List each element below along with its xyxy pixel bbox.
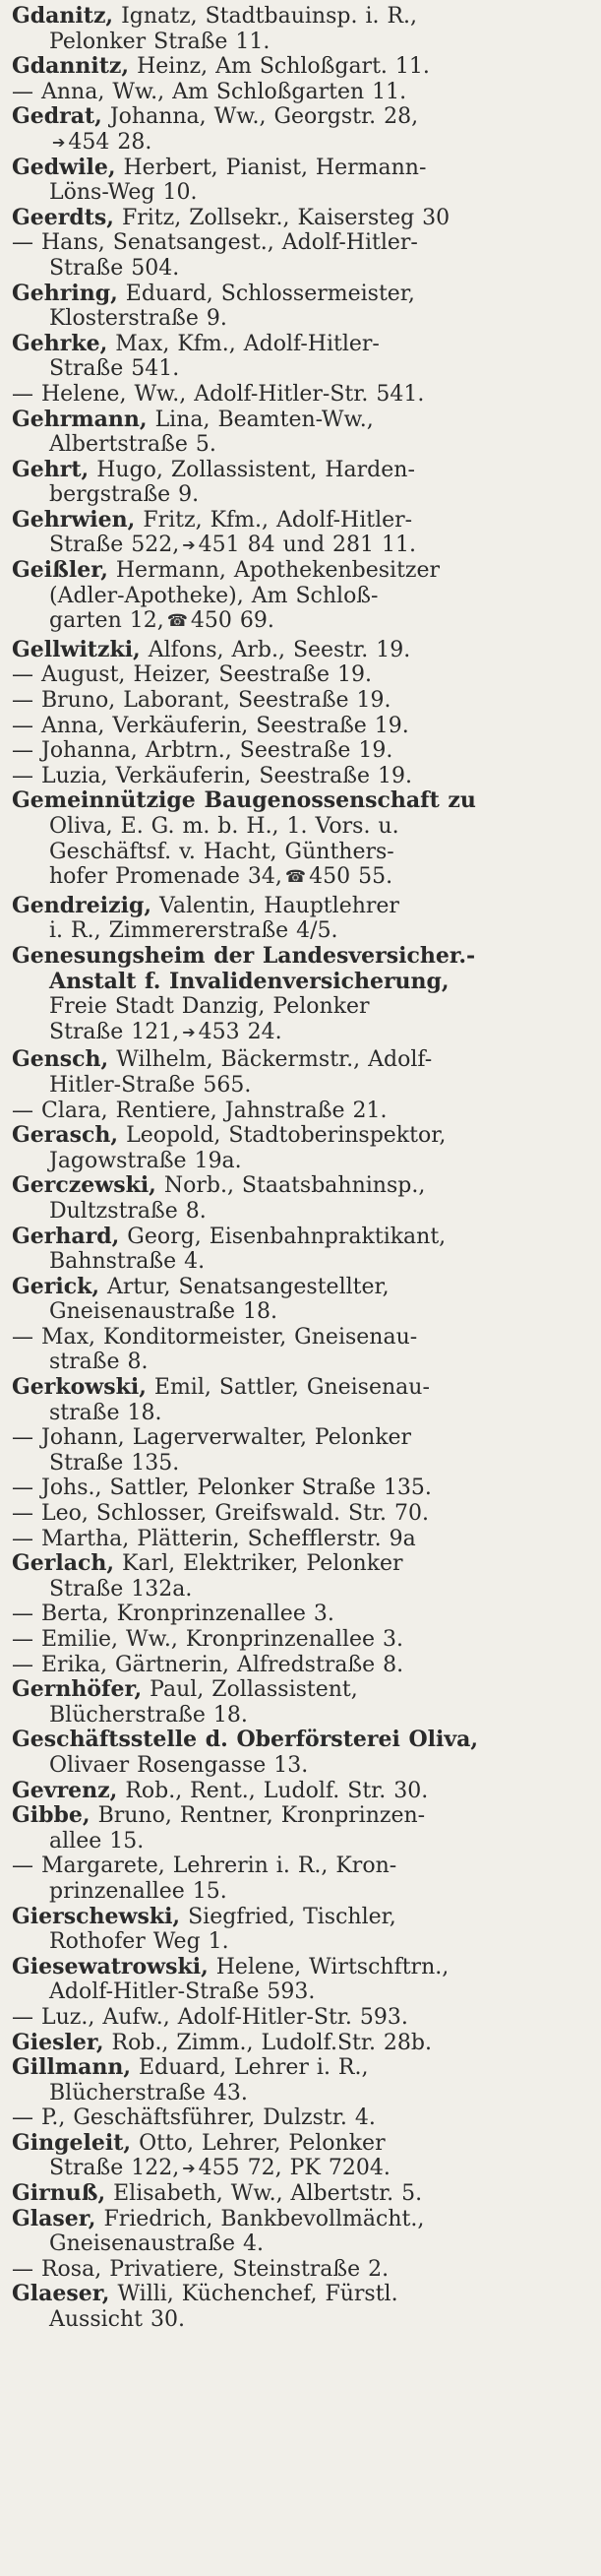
entry-name: Gibbe, <box>12 1802 90 1829</box>
entry-name: Gerlach, <box>12 1550 115 1577</box>
entry-continuation: Blücherstraße 43. <box>49 2080 248 2105</box>
directory-entry <box>12 2207 591 2257</box>
entry-text: Otto, Lehrer, Pelonker <box>139 2130 386 2156</box>
directory-entry <box>12 1627 591 1653</box>
entry-name: Gellwitzki, <box>12 636 141 662</box>
entry-continuation: Pelonker Straße 11. <box>49 29 270 54</box>
entry-name: Geschäftsstelle d. Oberförsterei Oliva, <box>12 1727 479 1753</box>
entry-text: Verkäuferin, Seestraße 19. <box>115 763 412 788</box>
entry-phone-line <box>12 130 591 156</box>
entry-text: Alfons, Arb., Seestr. 19. <box>148 637 411 662</box>
directory-entry <box>12 382 591 408</box>
entry-name: Gehrke, <box>12 330 108 356</box>
directory-entry <box>12 1123 591 1173</box>
directory-entry <box>12 638 591 663</box>
entry-dash-name: — Luz., <box>12 2004 95 2030</box>
entry-text: Hermann, Apothekenbesitzer <box>115 558 441 584</box>
entry-name: Gehring, <box>12 280 118 306</box>
entry-continuation: Straße 541. <box>49 356 180 382</box>
directory-entry <box>12 508 591 558</box>
entry-dash-name: — P., <box>12 2105 66 2131</box>
entry-text: garten 12, <box>49 608 164 634</box>
directory-entry <box>12 1275 591 1325</box>
entry-name: Giesler, <box>12 2029 104 2055</box>
entry-text: Leopold, Stadtoberinspektor, <box>126 1123 447 1149</box>
entry-continuation: Rothofer Weg 1. <box>49 1929 229 1955</box>
directory-entry <box>12 1779 591 1804</box>
entry-dash-name: — Hans, <box>12 230 105 256</box>
entry-text: Arbtrn., Seestraße 19. <box>145 738 393 764</box>
entry-text: Rob., Zimm., Ludolf.Str. 28b. <box>111 2030 433 2055</box>
directory-entry <box>12 688 591 714</box>
directory-entry <box>12 1728 591 1778</box>
entry-phone-line <box>12 1020 591 1045</box>
entry-text: Rentiere, Jahnstraße 21. <box>115 1098 388 1123</box>
directory-entry <box>12 1425 591 1476</box>
directory-entry <box>12 282 591 332</box>
entry-continuation: i. R., Zimmererstraße 4/5. <box>49 918 338 944</box>
entry-name: Glaser, <box>12 2205 96 2231</box>
entry-dash-name: — Rosa, <box>12 2256 102 2282</box>
entry-text: Heizer, Seestraße 19. <box>133 662 372 688</box>
entry-continuation: Bahnstraße 4. <box>49 1249 206 1275</box>
entry-text: Siegfried, Tischler, <box>188 1904 396 1929</box>
directory-entry <box>12 1476 591 1501</box>
entry-dash-name: — Luzia, <box>12 763 108 788</box>
directory-entry <box>12 1905 591 1955</box>
entry-dash-name: — Anna, <box>12 713 105 738</box>
entry-continuation: Gneisenaustraße 4. <box>49 2231 265 2257</box>
entry-name: Gerasch, <box>12 1122 119 1149</box>
fernsprecher-icon: ☎ <box>284 867 307 888</box>
directory-entry <box>12 2005 591 2031</box>
entry-dash-name: — Leo, <box>12 1501 89 1527</box>
entry-text: Straße 121, <box>49 1019 180 1044</box>
entry-text: Privatiere, Steinstraße 2. <box>109 2256 390 2282</box>
entry-text: Elisabeth, Ww., Albertstr. 5. <box>113 2181 423 2207</box>
entry-name: Gendreizig, <box>12 892 152 918</box>
entry-dash-name: — Erika, <box>12 1652 108 1677</box>
directory-entry <box>12 788 591 890</box>
directory-entry <box>12 458 591 508</box>
entry-text: Fritz, Zollsekr., Kaisersteg 30 <box>121 205 451 230</box>
entry-dash-name: — Emilie, <box>12 1627 119 1652</box>
entry-text: Paul, Zollassistent, <box>150 1677 358 1703</box>
telephone-icon: ➔ <box>182 535 196 555</box>
entry-text: Emil, Sattler, Gneisenau- <box>153 1375 430 1401</box>
entry-dash-name: — Helene, <box>12 381 127 407</box>
directory-entry <box>12 2181 591 2207</box>
entry-text: Geschäftsführer, Dulzstr. 4. <box>73 2105 376 2131</box>
entry-continuation: bergstraße 9. <box>49 482 200 508</box>
entry-text: Max, Kfm., Adolf-Hitler- <box>115 331 380 356</box>
entry-continuation: Löns-Weg 10. <box>49 180 198 206</box>
entry-name: Gierschewski, <box>12 1903 181 1929</box>
phone-number: 453 24. <box>198 1019 282 1044</box>
entry-phone-line <box>12 533 591 558</box>
directory-entry <box>12 1853 591 1904</box>
entry-continuation: Olivaer Rosengasse 13. <box>49 1752 309 1778</box>
directory-entry <box>12 408 591 458</box>
directory-entry <box>12 714 591 739</box>
entry-text: Lina, Beamten-Ww., <box>154 407 374 432</box>
entry-name: Gensch, <box>12 1046 109 1073</box>
entry-name: Gillmann, <box>12 2054 132 2081</box>
directory-entry <box>12 2282 591 2332</box>
directory-entry <box>12 332 591 382</box>
directory-entry <box>12 2055 591 2105</box>
entry-text: Ww., Am Schloßgarten 11. <box>112 79 407 104</box>
entry-text: hofer Promenade 34, <box>49 864 282 890</box>
entry-text: Senatsangest., Adolf-Hitler- <box>112 230 418 256</box>
phone-number: 450 69. <box>190 608 274 634</box>
entry-continuation: Straße 135. <box>49 1450 180 1476</box>
entry-dash-name: — Max, <box>12 1324 96 1350</box>
entry-text: Straße 122, <box>49 2156 180 2181</box>
entry-dash-name: — Bruno, <box>12 688 116 714</box>
entry-name: Gerhard, <box>12 1223 120 1249</box>
entry-name: Gehrmann, <box>12 406 148 432</box>
entry-text: Eduard, Schlossermeister, <box>125 281 415 306</box>
phone-number: 455 72, PK 7204. <box>198 2156 391 2181</box>
entry-text: Aufw., Adolf-Hitler-Str. 593. <box>102 2004 408 2030</box>
directory-entry <box>12 1047 591 1098</box>
directory-entry <box>12 80 591 105</box>
entry-text: Norb., Staatsbahninsp., <box>163 1173 426 1199</box>
entry-text: Friedrich, Bankbevollmächt., <box>103 2206 425 2231</box>
entry-text: Verkäuferin, Seestraße 19. <box>112 713 409 738</box>
entry-continuation: (Adler-Apotheke), Am Schloß- <box>49 583 379 608</box>
directory-entry <box>12 1173 591 1224</box>
directory-entry <box>12 894 591 944</box>
entry-text: Ignatz, Stadtbauinsp. i. R., <box>121 4 418 29</box>
entry-text: Plätterin, Schefflerstr. 9a <box>137 1526 416 1551</box>
entry-text: Lagerverwalter, Pelonker <box>132 1425 412 1451</box>
directory-entry <box>12 662 591 688</box>
directory-entry <box>12 206 591 231</box>
entry-text: Lehrerin i. R., Kron- <box>172 1853 397 1879</box>
entry-continuation: Blücherstraße 18. <box>49 1702 248 1728</box>
directory-entry <box>12 54 591 80</box>
entry-text: Valentin, Hauptlehrer <box>159 893 399 918</box>
entry-continuation: Albertstraße 5. <box>49 432 216 458</box>
entry-text: Artur, Senatsangestellter, <box>107 1274 390 1299</box>
entry-name: Gehrwien, <box>12 506 136 533</box>
telephone-icon: ➔ <box>52 132 66 152</box>
entry-continuation: Dultzstraße 8. <box>49 1198 207 1224</box>
entry-name: Gehrt, <box>12 456 90 482</box>
directory-entry <box>12 156 591 206</box>
directory-entry <box>12 1325 591 1375</box>
entry-name: Gdannitz, <box>12 53 130 80</box>
entry-text: Willi, Küchenchef, Fürstl. <box>117 2282 398 2307</box>
entry-text: Heinz, Am Schloßgart. 11. <box>137 54 430 80</box>
directory-entry <box>12 230 591 281</box>
entry-text: Schlosser, Greifswald. Str. 70. <box>95 1501 430 1527</box>
entry-dash-name: — Martha, <box>12 1526 130 1551</box>
directory-entry <box>12 1955 591 2005</box>
entry-continuation: Geschäftsf. v. Hacht, Günthers- <box>49 839 394 864</box>
entry-name: Gedrat, <box>12 103 102 130</box>
telephone-icon: ➔ <box>182 1022 196 1041</box>
directory-entry <box>12 738 591 764</box>
entry-phone-line <box>12 2156 591 2181</box>
entry-dash-name: — Margarete, <box>12 1853 165 1879</box>
entry-text: Laborant, Seestraße 19. <box>123 688 391 714</box>
entry-continuation: allee 15. <box>49 1828 145 1853</box>
entry-continuation: prinzenallee 15. <box>49 1878 227 1904</box>
entry-text: Kronprinzenallee 3. <box>116 1602 334 1627</box>
directory-entry <box>12 2257 591 2283</box>
entry-continuation: Oliva, E. G. m. b. H., 1. Vors. u. <box>49 814 399 839</box>
directory-entry <box>12 1653 591 1678</box>
entry-text: Johanna, Ww., Georgstr. 28, <box>109 104 419 130</box>
entry-text: Konditormeister, Gneisenau- <box>103 1324 418 1350</box>
entry-continuation: Aussicht 30. <box>49 2307 185 2333</box>
telephone-icon: ➔ <box>182 2159 196 2178</box>
entry-dash-name: — Berta, <box>12 1602 109 1627</box>
entry-text: Eduard, Lehrer i. R., <box>139 2055 369 2081</box>
directory-entry <box>12 1501 591 1527</box>
entry-continuation: straße 18. <box>49 1400 162 1425</box>
entry-continuation: Hitler-Straße 565. <box>49 1072 252 1098</box>
entry-text: Herbert, Pianist, Hermann- <box>123 155 427 180</box>
entry-text: Sattler, Pelonker Straße 135. <box>109 1476 432 1501</box>
entry-text: Straße 522, <box>49 533 180 558</box>
entry-text: Karl, Elektriker, Pelonker <box>122 1551 403 1577</box>
directory-entry <box>12 2105 591 2131</box>
entry-continuation: Jagowstraße 19a. <box>49 1148 242 1173</box>
entry-continuation: Straße 504. <box>49 255 180 281</box>
fernsprecher-icon: ☎ <box>166 611 188 632</box>
phone-number: 450 55. <box>309 864 393 890</box>
entry-name: Gerick, <box>12 1273 100 1299</box>
entry-text: Helene, Wirtschftrn., <box>215 1954 450 1979</box>
entry-continuation: Freie Stadt Danzig, Pelonker <box>49 994 370 1020</box>
directory-entry <box>12 1602 591 1627</box>
entry-dash-name: — Johann, <box>12 1425 125 1451</box>
entry-dash-name: — Johs., <box>12 1476 102 1501</box>
entry-name: Gernhöfer, <box>12 1676 143 1703</box>
entry-continuation: Anstalt f. Invalidenversicherung, <box>49 968 450 994</box>
entry-continuation: straße 8. <box>49 1350 149 1375</box>
entry-text: Rob., Rent., Ludolf. Str. 30. <box>125 1778 429 1803</box>
phone-number: 454 28. <box>68 129 152 155</box>
entry-text: Bruno, Rentner, Kronprinzen- <box>97 1803 426 1829</box>
entry-name: Gerkowski, <box>12 1374 147 1401</box>
entry-name: Giesewatrowski, <box>12 1953 209 1979</box>
directory-entry <box>12 1803 591 1853</box>
directory-entry <box>12 764 591 789</box>
directory-entry <box>12 1677 591 1728</box>
directory-entry <box>12 1527 591 1552</box>
entry-text: Ww., Adolf-Hitler-Str. 541. <box>134 381 425 407</box>
directory-entry <box>12 2031 591 2056</box>
entry-text: Fritz, Kfm., Adolf-Hitler- <box>143 507 413 533</box>
directory-entry <box>12 2131 591 2181</box>
entry-continuation: Klosterstraße 9. <box>49 306 227 332</box>
directory-entry <box>12 1375 591 1425</box>
entry-name: Gingeleit, <box>12 2129 132 2156</box>
entry-continuation: Straße 132a. <box>49 1576 193 1602</box>
entry-text: Georg, Eisenbahnpraktikant, <box>127 1224 447 1249</box>
entry-text: Ww., Kronprinzenallee 3. <box>126 1627 404 1652</box>
directory-entry <box>12 1551 591 1602</box>
entry-name: Geißler, <box>12 557 108 584</box>
entry-dash-name: — August, <box>12 662 126 688</box>
entry-name: Gemeinnützige Baugenossenschaft zu <box>12 787 476 814</box>
entry-name: Genesungsheim der Landesversicher.- <box>12 942 476 969</box>
entry-phone-line <box>12 864 591 891</box>
directory-entry <box>12 558 591 635</box>
entry-dash-name: — Anna, <box>12 79 105 104</box>
entry-name: Gerczewski, <box>12 1172 156 1199</box>
entry-name: Gedwile, <box>12 154 116 180</box>
phone-number: 451 84 und 281 11. <box>198 533 417 558</box>
directory-entry <box>12 944 591 1044</box>
directory-entry <box>12 104 591 155</box>
entry-continuation: Adolf-Hitler-Straße 593. <box>49 1979 316 2005</box>
entry-continuation: Gneisenaustraße 18. <box>49 1299 278 1325</box>
entry-dash-name: — Clara, <box>12 1098 108 1123</box>
entry-name: Girnuß, <box>12 2180 106 2207</box>
entry-name: Gdanitz, <box>12 3 114 29</box>
entry-phone-line <box>12 608 591 635</box>
entry-text: Wilhelm, Bäckermstr., Adolf- <box>116 1047 433 1073</box>
entry-name: Glaeser, <box>12 2281 110 2307</box>
directory-entry <box>12 4 591 54</box>
entry-dash-name: — Johanna, <box>12 738 138 764</box>
entry-text: Hugo, Zollassistent, Harden- <box>96 457 415 482</box>
directory-entry <box>12 1099 591 1124</box>
directory-entry <box>12 1225 591 1275</box>
entry-text: Gärtnerin, Alfredstraße 8. <box>115 1652 404 1677</box>
entry-name: Geerdts, <box>12 204 114 230</box>
entry-name: Gevrenz, <box>12 1777 118 1803</box>
